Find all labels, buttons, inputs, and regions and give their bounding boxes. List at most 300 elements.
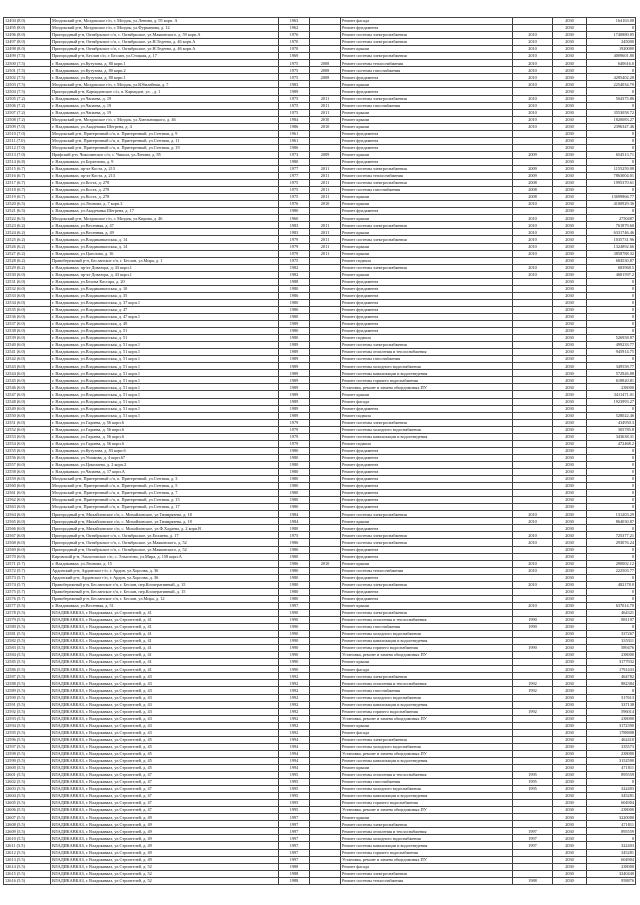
work-type-cell: Ремонт фундамента (341, 454, 513, 461)
record-id-cell: 12512 (7.0) (4, 144, 51, 151)
cost-cell: 472468.2 (587, 440, 636, 447)
work-type-cell: Ремонт системы канализации и водоотведения (341, 370, 513, 377)
renovation-year-cell (310, 729, 341, 736)
planned-year-cell: 2030 (553, 299, 587, 306)
table-row (4, 102, 636, 109)
build-year-cell: 1975 (279, 95, 310, 102)
build-year-cell: 1980 (279, 158, 310, 165)
record-id-cell: 12522 (6.5) (4, 215, 51, 222)
address-cell: ВЛАДИКАВКАЗ, г. Владикавказ, ул.Строителей, д. 47 (51, 807, 279, 814)
table-row (4, 257, 636, 264)
table-row (4, 786, 636, 793)
build-year-cell: 1970 (279, 46, 310, 53)
build-year-cell: 1990 (279, 659, 310, 666)
cost-cell: 349558.77 (587, 363, 636, 370)
last-repair-year-cell (513, 476, 553, 483)
table-row (4, 750, 636, 757)
record-id-cell: 12534 (6.0) (4, 299, 51, 306)
build-year-cell: 1997 (279, 814, 310, 821)
cost-cell: 238000 (587, 807, 636, 814)
record-id-cell: 12527 (6.2) (4, 250, 51, 257)
work-type-cell: Ремонт фундамента (341, 405, 513, 412)
last-repair-year-cell: 2010 (513, 60, 553, 67)
table-row (4, 736, 636, 743)
address-cell: г. Владикавказ, ул.Цаголова, д. 16 (51, 250, 279, 257)
cost-cell: 0 (587, 25, 636, 32)
last-repair-year-cell (513, 130, 553, 137)
last-repair-year-cell (513, 426, 553, 433)
work-type-cell: Ремонт системы горячего водоснабжения (341, 377, 513, 384)
work-type-cell: Ремонт фундамента (341, 328, 513, 335)
renovation-year-cell (310, 595, 341, 602)
address-cell: ВЛАДИКАВКАЗ, г. Владикавказ, ул.Строителей, д. 43 (51, 701, 279, 708)
cost-cell: 1740880.85 (587, 32, 636, 39)
renovation-year-cell (310, 863, 341, 870)
address-cell: г. Владикавказ, ул.Владикавказская, д. 47 корп.1 (51, 313, 279, 320)
address-cell: г. Владикавказ, пр-кт Доватора, д. 43 корп.1 (51, 271, 279, 278)
work-type-cell: Ремонт системы горячего водоснабжения (341, 708, 513, 715)
planned-year-cell: 2030 (553, 750, 587, 757)
planned-year-cell: 2030 (553, 743, 587, 750)
cost-cell: 0 (587, 504, 636, 511)
table-row (4, 229, 636, 236)
last-repair-year-cell (513, 849, 553, 856)
work-type-cell: Установка, ремонт и замена общедомовых ПУ (341, 384, 513, 391)
record-id-cell: 12593 (5.5) (4, 715, 51, 722)
last-repair-year-cell: 1997 (513, 842, 553, 849)
record-id-cell: 12574 (5.7) (4, 581, 51, 588)
renovation-year-cell (310, 673, 341, 680)
renovation-year-cell (310, 828, 341, 835)
renovation-year-cell (310, 158, 341, 165)
build-year-cell: 1975 (279, 187, 310, 194)
planned-year-cell: 2030 (553, 476, 587, 483)
last-repair-year-cell: 1990 (513, 624, 553, 631)
record-id-cell: 12603 (5.5) (4, 786, 51, 793)
record-id-cell: 12594 (5.5) (4, 722, 51, 729)
table-row (4, 687, 636, 694)
renovation-year-cell (310, 306, 341, 313)
table-row (4, 250, 636, 257)
address-cell: ВЛАДИКАВКАЗ, г. Владикавказ, ул.Строителей, д. 43 (51, 708, 279, 715)
work-type-cell: Ремонт крыши (341, 194, 513, 201)
planned-year-cell: 2030 (553, 426, 587, 433)
planned-year-cell: 2030 (553, 433, 587, 440)
work-type-cell: Ремонт фундамента (341, 553, 513, 560)
renovation-year-cell: 2011 (310, 236, 341, 243)
work-type-cell: Ремонт фасада (341, 729, 513, 736)
build-year-cell: 1997 (279, 849, 310, 856)
program-table (3, 17, 636, 885)
build-year-cell: 1979 (279, 236, 310, 243)
work-type-cell: Ремонт крыши (341, 229, 513, 236)
work-type-cell: Ремонт системы холодного водоснабжения (341, 786, 513, 793)
record-id-cell: 12516 (6.7) (4, 173, 51, 180)
renovation-year-cell (310, 440, 341, 447)
address-cell: г. Владикавказ, ул.Коста, д. 278 (51, 187, 279, 194)
record-id-cell: 12499 (7.5) (4, 53, 51, 60)
build-year-cell: 1975 (279, 109, 310, 116)
planned-year-cell: 2030 (553, 74, 587, 81)
build-year-cell: 1989 (279, 356, 310, 363)
build-year-cell: 1995 (279, 807, 310, 814)
build-year-cell: 1988 (279, 870, 310, 877)
renovation-year-cell (310, 525, 341, 532)
last-repair-year-cell: 1997 (513, 835, 553, 842)
address-cell: г. Владикавказ, ул.Владикавказская, д. 35 (51, 292, 279, 299)
cost-cell: 3553058.72 (587, 109, 636, 116)
planned-year-cell: 2030 (553, 680, 587, 687)
build-year-cell: 1980 (279, 574, 310, 581)
work-type-cell: Ремонт системы газоснабжения (341, 356, 513, 363)
build-year-cell: 1989 (279, 377, 310, 384)
build-year-cell: 1982 (279, 264, 310, 271)
address-cell: Правобережный р-н, Бесланское г/п, г. Беслан, ул.Мира, д. 12 (51, 595, 279, 602)
build-year-cell: 1980 (279, 313, 310, 320)
cost-cell: 245000 (587, 39, 636, 46)
build-year-cell: 1980 (279, 595, 310, 602)
last-repair-year-cell: 1995 (513, 772, 553, 779)
renovation-year-cell (310, 638, 341, 645)
planned-year-cell: 2030 (553, 384, 587, 391)
cost-cell: 238000 (587, 750, 636, 757)
renovation-year-cell (310, 772, 341, 779)
address-cell: Моздокский р-н, Моздокское г/п, г. Моздок, ул.Фурманова, д. 12 (51, 25, 279, 32)
work-type-cell: Ремонт крыши (341, 123, 513, 130)
planned-year-cell: 2030 (553, 363, 587, 370)
address-cell: г. Владикавказ, ул.Весенняя, д. 47 (51, 222, 279, 229)
cost-cell: 0 (587, 497, 636, 504)
record-id-cell: 12563 (6.0) (4, 504, 51, 511)
last-repair-year-cell: 2010 (513, 215, 553, 222)
build-year-cell: 1982 (279, 271, 310, 278)
planned-year-cell: 2030 (553, 490, 587, 497)
renovation-year-cell: 2011 (310, 229, 341, 236)
planned-year-cell: 2030 (553, 687, 587, 694)
last-repair-year-cell: 1992 (513, 708, 553, 715)
address-cell: ВЛАДИКАВКАЗ, г. Владикавказ, ул.Строителей, д. 41 (51, 631, 279, 638)
planned-year-cell: 2030 (553, 631, 587, 638)
renovation-year-cell (310, 715, 341, 722)
build-year-cell: 1986 (279, 539, 310, 546)
planned-year-cell: 2030 (553, 842, 587, 849)
cost-cell: 618820.81 (587, 377, 636, 384)
last-repair-year-cell: 2010 (513, 539, 553, 546)
table-row (4, 729, 636, 736)
renovation-year-cell (310, 88, 341, 95)
renovation-year-cell (310, 144, 341, 151)
planned-year-cell: 2030 (553, 863, 587, 870)
address-cell: ВЛАДИКАВКАЗ, г. Владикавказ, ул.Строителей, д. 41 (51, 624, 279, 631)
renovation-year-cell (310, 779, 341, 786)
last-repair-year-cell (513, 419, 553, 426)
last-repair-year-cell: 2010 (513, 243, 553, 250)
cost-cell: 337267 (587, 631, 636, 638)
planned-year-cell: 2030 (553, 602, 587, 609)
address-cell: г. Владикавказ, ул.Чапаева, д. 19 (51, 95, 279, 102)
address-cell: Ардонский р-н, Ардонское г/п, г. Ардон, ул.Хоролва, д. 36 (51, 567, 279, 574)
table-row (4, 342, 636, 349)
last-repair-year-cell: 2010 (513, 123, 553, 130)
table-row (4, 807, 636, 814)
build-year-cell: 1990 (279, 666, 310, 673)
record-id-cell: 12606 (5.5) (4, 807, 51, 814)
cost-cell: 3411471.01 (587, 391, 636, 398)
renovation-year-cell (310, 609, 341, 616)
last-repair-year-cell (513, 440, 553, 447)
last-repair-year-cell (513, 433, 553, 440)
table-row (4, 574, 636, 581)
last-repair-year-cell: 2010 (513, 46, 553, 53)
record-id-cell: 12578 (5.5) (4, 609, 51, 616)
planned-year-cell: 2030 (553, 60, 587, 67)
build-year-cell: 1984 (279, 116, 310, 123)
table-row (4, 39, 636, 46)
address-cell: ВЛАДИКАВКАЗ, г. Владикавказ, ул.Строителей, д. 49 (51, 835, 279, 842)
table-row (4, 412, 636, 419)
renovation-year-cell (310, 384, 341, 391)
cost-cell: 526958.87 (587, 335, 636, 342)
renovation-year-cell (310, 793, 341, 800)
planned-year-cell: 2030 (553, 701, 587, 708)
table-row (4, 560, 636, 567)
planned-year-cell: 2030 (553, 821, 587, 828)
planned-year-cell: 2030 (553, 81, 587, 88)
address-cell: ВЛАДИКАВКАЗ, г. Владикавказ, ул.Строителей, д. 47 (51, 772, 279, 779)
planned-year-cell: 2030 (553, 229, 587, 236)
work-type-cell: Ремонт системы отопления и теплоснабжения (341, 616, 513, 623)
build-year-cell: 1990 (279, 638, 310, 645)
build-year-cell: 1990 (279, 645, 310, 652)
record-id-cell: 12541 (6.0) (4, 349, 51, 356)
cost-cell: 1324892.66 (587, 243, 636, 250)
renovation-year-cell (310, 687, 341, 694)
build-year-cell: 1975 (279, 257, 310, 264)
record-id-cell: 12547 (6.0) (4, 391, 51, 398)
table-row (4, 194, 636, 201)
planned-year-cell: 2030 (553, 335, 587, 342)
build-year-cell: 1983 (279, 222, 310, 229)
last-repair-year-cell (513, 278, 553, 285)
last-repair-year-cell (513, 736, 553, 743)
planned-year-cell: 2030 (553, 574, 587, 581)
build-year-cell: 1960 (279, 215, 310, 222)
build-year-cell: 1980 (279, 328, 310, 335)
address-cell: ВЛАДИКАВКАЗ, г. Владикавказ, ул.Строителей, д. 45 (51, 736, 279, 743)
cost-cell: 0 (587, 187, 636, 194)
build-year-cell: 1980 (279, 581, 310, 588)
work-type-cell: Ремонт подвала (341, 440, 513, 447)
planned-year-cell: 2030 (553, 666, 587, 673)
record-id-cell: 12562 (6.0) (4, 497, 51, 504)
address-cell: Моздокский р-н, Моздокское г/п, г. Моздок, ул.Хмельницкого, д. 46 (51, 116, 279, 123)
record-id-cell: 12517 (6.7) (4, 180, 51, 187)
address-cell: ВЛАДИКАВКАЗ, г. Владикавказ, ул.Строителей, д. 43 (51, 673, 279, 680)
work-type-cell: Ремонт крыши (341, 215, 513, 222)
cost-cell: 293076.24 (587, 539, 636, 546)
work-type-cell: Ремонт системы канализации и водоотведения (341, 757, 513, 764)
renovation-year-cell (310, 426, 341, 433)
build-year-cell: 1997 (279, 602, 310, 609)
table-row (4, 67, 636, 74)
last-repair-year-cell: 1990 (513, 645, 553, 652)
cost-cell: 4009601.80 (587, 53, 636, 60)
work-type-cell: Ремонт фасада (341, 398, 513, 405)
address-cell: Моздокский р-н, Притеречный с/п, п. Притеречный, ул.Степная, д. 5 (51, 483, 279, 490)
cost-cell: 335311 (587, 638, 636, 645)
cost-cell: 305785.8 (587, 426, 636, 433)
table-row (4, 518, 636, 525)
record-id-cell: 12587 (5.5) (4, 673, 51, 680)
last-repair-year-cell: 2010 (513, 32, 553, 39)
planned-year-cell: 2030 (553, 694, 587, 701)
work-type-cell: Ремонт системы отопления и теплоснабжения (341, 680, 513, 687)
address-cell: г. Владикавказ, ул.Кутузова, д. 80 корп.1 (51, 60, 279, 67)
address-cell: г. Владикавказ, ул.Академика Шегрена, д. 17 (51, 208, 279, 215)
address-cell: г. Владикавказ, ул.Чапаева, д. 17 корп.А (51, 469, 279, 476)
build-year-cell: 1975 (279, 180, 310, 187)
planned-year-cell: 2030 (553, 215, 587, 222)
cost-cell: 238000 (587, 863, 636, 870)
address-cell: Моздокский р-н, Моздокское г/п, г. Моздок, ул.Юбилейная, д. 7 (51, 81, 279, 88)
work-type-cell: Ремонт системы электроснабжения (341, 870, 513, 877)
planned-year-cell: 2030 (553, 158, 587, 165)
renovation-year-cell (310, 419, 341, 426)
renovation-year-cell: 2011 (310, 250, 341, 257)
build-year-cell: 1992 (279, 708, 310, 715)
work-type-cell: Ремонт системы электроснабжения (341, 236, 513, 243)
work-type-cell: Ремонт системы отопления и теплоснабжения (341, 828, 513, 835)
record-id-cell: 12577 (5.5) (4, 602, 51, 609)
renovation-year-cell (310, 856, 341, 863)
cost-cell: 604904 (587, 800, 636, 807)
cost-cell: 0 (587, 299, 636, 306)
table-row (4, 356, 636, 363)
renovation-year-cell: 2011 (310, 102, 341, 109)
table-row (4, 165, 636, 172)
work-type-cell: Ремонт фундамента (341, 447, 513, 454)
address-cell: ВЛАДИКАВКАЗ, г. Владикавказ, ул.Строителей, д. 49 (51, 842, 279, 849)
address-cell: г. Владикавказ, ул.Владикавказская, д. 47 (51, 306, 279, 313)
planned-year-cell: 2030 (553, 828, 587, 835)
address-cell: Моздокский р-н, Притеречный с/п, п. Притеречный, ул.Степная, д. 11 (51, 137, 279, 144)
work-type-cell: Ремонт крыши (341, 659, 513, 666)
renovation-year-cell (310, 694, 341, 701)
record-id-cell: 12526 (6.2) (4, 243, 51, 250)
build-year-cell: 1992 (279, 729, 310, 736)
address-cell: Пригородный р-н, Октябрьское с/п, с. Октябрьское, ул.Маяковского, д. 52 (51, 539, 279, 546)
renovation-year-cell (310, 299, 341, 306)
last-repair-year-cell (513, 750, 553, 757)
build-year-cell: 1979 (279, 250, 310, 257)
cost-cell: 322403 (587, 786, 636, 793)
address-cell: г. Владикавказ, ул.Владикавказская, д. 10 (51, 285, 279, 292)
record-id-cell: 12571 (5.7) (4, 560, 51, 567)
work-type-cell: Ремонт фасада (341, 666, 513, 673)
last-repair-year-cell: 1992 (513, 680, 553, 687)
work-type-cell: Ремонт фундамента (341, 285, 513, 292)
work-type-cell: Ремонт фундамента (341, 504, 513, 511)
build-year-cell: 1984 (279, 511, 310, 518)
work-type-cell: Ремонт системы холодного водоснабжения (341, 426, 513, 433)
cost-cell: 0 (587, 102, 636, 109)
cost-cell: 462410 (587, 736, 636, 743)
planned-year-cell: 2030 (553, 306, 587, 313)
work-type-cell: Ремонт системы электроснабжения (341, 39, 513, 46)
record-id-cell: 12588 (5.5) (4, 680, 51, 687)
renovation-year-cell (310, 285, 341, 292)
last-repair-year-cell: 2010 (513, 581, 553, 588)
build-year-cell: 1980 (279, 588, 310, 595)
table-row (4, 461, 636, 468)
table-row (4, 328, 636, 335)
planned-year-cell: 2030 (553, 518, 587, 525)
planned-year-cell: 2030 (553, 173, 587, 180)
renovation-year-cell (310, 39, 341, 46)
work-type-cell: Ремонт подвала (341, 335, 513, 342)
record-id-cell: 12584 (5.5) (4, 652, 51, 659)
record-id-cell: 12615 (5.5) (4, 870, 51, 877)
work-type-cell: Ремонт системы холодного водоснабжения (341, 743, 513, 750)
renovation-year-cell (310, 370, 341, 377)
planned-year-cell: 2030 (553, 222, 587, 229)
last-repair-year-cell: 2010 (513, 602, 553, 609)
planned-year-cell: 2030 (553, 165, 587, 172)
cost-cell: 345281 (587, 849, 636, 856)
record-id-cell: 12596 (5.5) (4, 736, 51, 743)
renovation-year-cell: 2011 (310, 187, 341, 194)
address-cell: ВЛАДИКАВКАЗ, г. Владикавказ, ул.Строителей, д. 41 (51, 666, 279, 673)
renovation-year-cell: 2008 (310, 60, 341, 67)
address-cell: ВЛАДИКАВКАЗ, г. Владикавказ, ул.Строителей, д. 49 (51, 849, 279, 856)
work-type-cell: Ремонт фасада (341, 863, 513, 870)
work-type-cell: Ремонт системы электроснабжения (341, 581, 513, 588)
table-row (4, 525, 636, 532)
build-year-cell: 1980 (279, 208, 310, 215)
cost-cell: 596014 (587, 708, 636, 715)
last-repair-year-cell (513, 638, 553, 645)
address-cell: Пригородный р-н, Михайловское с/п, с. Михайловское, ул.Тимирязева, д. 18 (51, 511, 279, 518)
record-id-cell: 12536 (6.0) (4, 313, 51, 320)
work-type-cell: Ремонт фундамента (341, 469, 513, 476)
record-id-cell: 12532 (6.0) (4, 285, 51, 292)
work-type-cell: Установка, ремонт и замена общедомовых ПУ (341, 856, 513, 863)
table-row (4, 46, 636, 53)
work-type-cell: Установка, ремонт и замена общедомовых ПУ (341, 715, 513, 722)
build-year-cell: 1986 (279, 560, 310, 567)
table-row (4, 433, 636, 440)
cost-cell: 0 (587, 292, 636, 299)
record-id-cell: 12554 (6.0) (4, 440, 51, 447)
table-row (4, 349, 636, 356)
renovation-year-cell (310, 433, 341, 440)
work-type-cell: Ремонт системы холодного водоснабжения (341, 363, 513, 370)
table-row (4, 18, 636, 25)
table-row (4, 624, 636, 631)
cost-cell: 0 (587, 595, 636, 602)
build-year-cell: 1980 (279, 483, 310, 490)
cost-cell: 1820083.27 (587, 116, 636, 123)
last-repair-year-cell (513, 342, 553, 349)
renovation-year-cell: 2011 (310, 109, 341, 116)
last-repair-year-cell: 2010 (513, 81, 553, 88)
build-year-cell: 1983 (279, 229, 310, 236)
table-row (4, 553, 636, 560)
work-type-cell: Ремонт фундамента (341, 306, 513, 313)
table-row (4, 835, 636, 842)
renovation-year-cell: 2010 (310, 116, 341, 123)
table-row (4, 469, 636, 476)
